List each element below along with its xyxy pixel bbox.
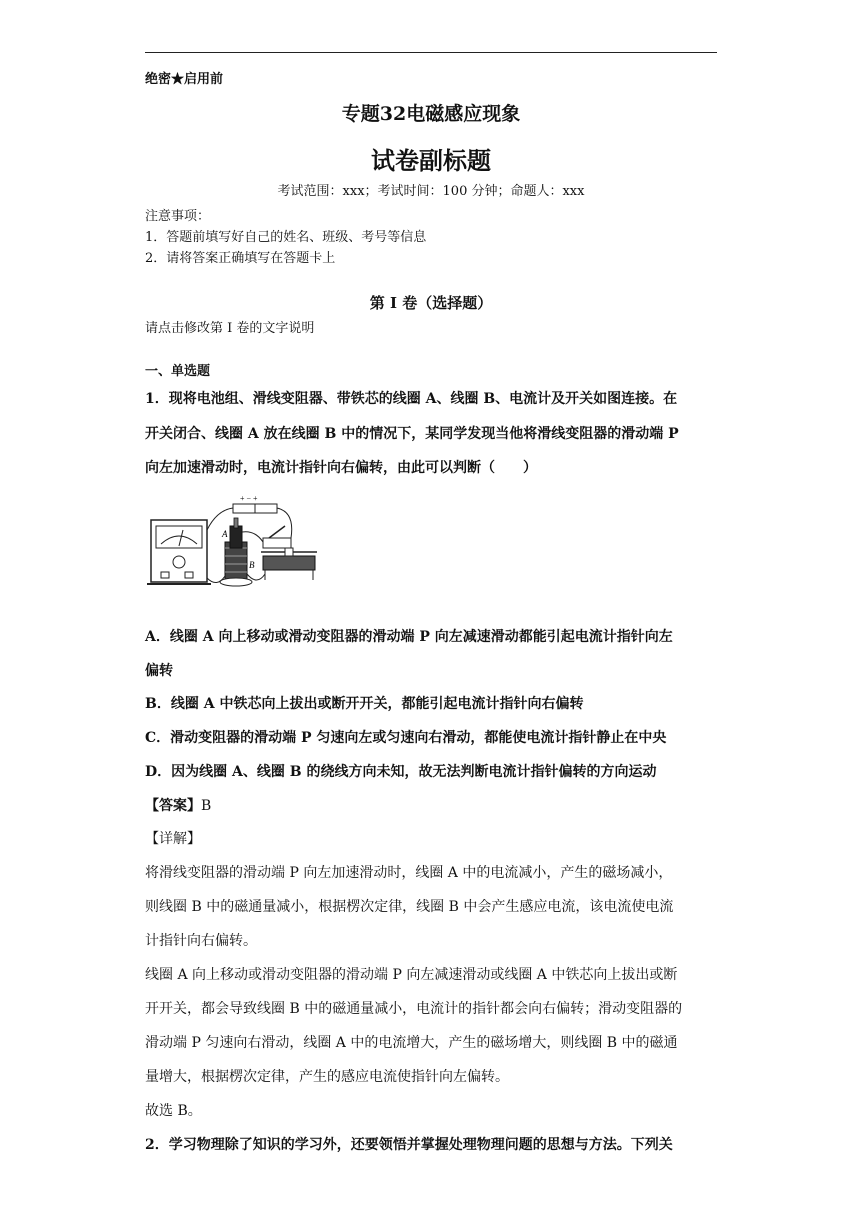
notice-item: 1．答题前填写好自己的姓名、班级、考号等信息 — [145, 230, 427, 245]
question-stem-line: 向左加速滑动时，电流计指针向右偏转，由此可以判断（ ） — [145, 460, 537, 476]
detail-line: 将滑线变阻器的滑动端 P 向左加速滑动时，线圈 A 中的电流减小，产生的磁场减小， — [145, 865, 673, 881]
detail-line: 滑动端 P 匀速向右滑动，线圈 A 中的电流增大，产生的磁场增大，则线圈 B 中的磁通 — [145, 1035, 678, 1051]
detail-line: 计指针向右偏转。 — [145, 933, 257, 949]
answer-value: B — [201, 798, 212, 814]
question-stem-line: 1．现将电池组、滑线变阻器、带铁芯的线圈 A、线圈 B、电流计及开关如图连接。在 — [145, 391, 678, 407]
switch-icon — [263, 538, 291, 548]
option-b: B．线圈 A 中铁芯向上拔出或断开开关，都能引起电流计指针向右偏转 — [145, 696, 584, 712]
section-title: 一、单选题 — [145, 364, 211, 379]
secret-label: 绝密★启用前 — [145, 72, 224, 87]
rheostat-icon — [263, 556, 315, 570]
polarity-label: + − + — [240, 494, 258, 503]
detail-line: 线圈 A 向上移动或滑动变阻器的滑动端 P 向左减速滑动或线圈 A 中铁芯向上拔出或断 — [145, 967, 678, 983]
notice-item: 2．请将答案正确填写在答题卡上 — [145, 251, 336, 266]
detail-line: 故选 B。 — [145, 1103, 202, 1119]
detail-label: 【详解】 — [145, 831, 201, 847]
page-title: 专题32电磁感应现象 — [341, 103, 521, 125]
answer-label: 【答案】 — [145, 798, 201, 814]
option-a-cont: 偏转 — [145, 663, 173, 679]
coil-a-label: A — [222, 529, 228, 539]
coil-b-label: B — [249, 560, 255, 570]
option-a: A．线圈 A 向上移动或滑动变阻器的滑动端 P 向左减速滑动都能引起电流计指针向左 — [145, 629, 673, 645]
page-subtitle: 试卷副标题 — [371, 146, 491, 175]
question-2-stem: 2．学习物理除了知识的学习外，还要领悟并掌握处理物理问题的思想与方法。下列关 — [145, 1137, 673, 1153]
volume-title: 第 I 卷（选择题） — [369, 294, 493, 312]
circuit-figure — [145, 490, 320, 590]
detail-line: 量增大，根据楞次定律，产生的感应电流使指针向左偏转。 — [145, 1069, 509, 1085]
notice-heading: 注意事项： — [145, 209, 211, 224]
volume-desc: 请点击修改第 I 卷的文字说明 — [145, 321, 315, 336]
header-rule — [145, 52, 717, 53]
coil-a — [230, 526, 242, 548]
answer-line — [145, 795, 211, 815]
option-c: C．滑动变阻器的滑动端 P 匀速向左或匀速向右滑动，都能使电流计指针静止在中央 — [145, 730, 667, 746]
detail-line: 则线圈 B 中的磁通量减小，根据楞次定律，线圈 B 中会产生感应电流，该电流使电流 — [145, 899, 674, 915]
detail-line: 开开关，都会导致线圈 B 中的磁通量减小，电流计的指针都会向右偏转；滑动变阻器的 — [145, 1001, 683, 1017]
exam-info: 考试范围：xxx；考试时间：100 分钟；命题人：xxx — [277, 184, 585, 199]
option-d: D．因为线圈 A、线圈 B 的绕线方向未知，故无法判断电流计指针偏转的方向运动 — [145, 764, 657, 780]
question-stem-line: 开关闭合、线圈 A 放在线圈 B 中的情况下，某同学发现当他将滑线变阻器的滑动端 P — [145, 426, 679, 442]
